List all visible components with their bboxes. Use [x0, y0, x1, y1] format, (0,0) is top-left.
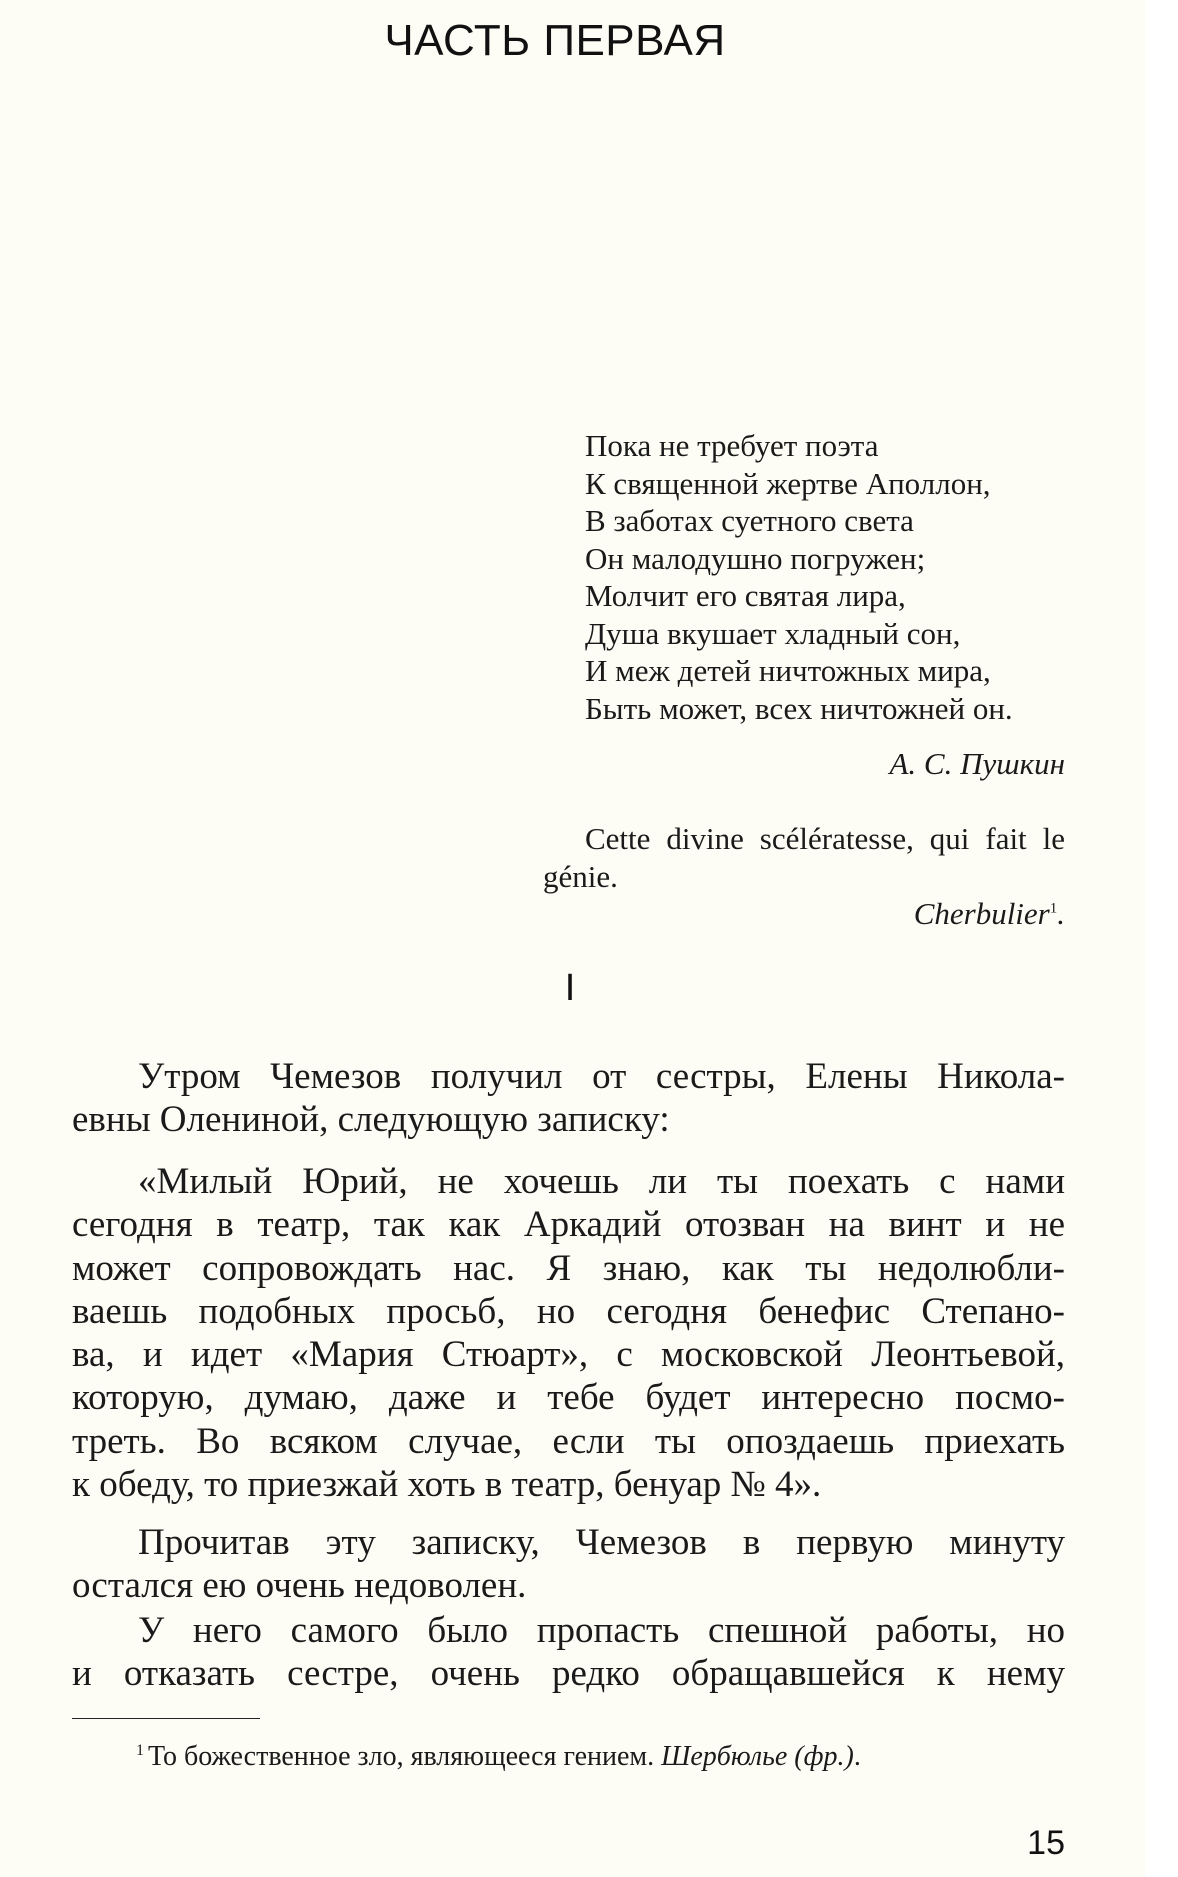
epigraph-french-author-name: Cherbulier [913, 896, 1050, 931]
epigraph-poem [585, 427, 1065, 727]
paragraph-line: остался ею очень недоволен. [72, 1565, 527, 1607]
paragraph-2 [72, 1160, 1065, 1506]
paragraph-line: может сопровождать нас. Я знаю, как ты недолюбли- [72, 1247, 1065, 1289]
poem-line: Молчит его святая лира, [585, 578, 906, 613]
paragraph-line: Утром Чемезов получил от сестры, Елены Никола- [138, 1056, 1065, 1097]
footnote-text: То божественное зло, являющееся гением. [148, 1741, 655, 1772]
chapter-number: I [564, 967, 576, 1009]
paragraph-line: У него самого было пропасть спешной работы, но [138, 1610, 1065, 1651]
footnote-trailing: . [853, 1741, 861, 1772]
part-title: ЧАСТЬ ПЕРВАЯ [384, 16, 726, 65]
poem-line: Душа вкушает хладный сон, [585, 615, 961, 651]
paragraph-1 [72, 1055, 1065, 1142]
page-number: 15 [1027, 1824, 1065, 1862]
poem-line: И меж детей ничтожных мира, [585, 653, 991, 688]
footnote-mark: 1 [136, 1741, 144, 1759]
paragraph-3 [72, 1521, 1065, 1608]
paragraph-line: и отказать сестре, очень редко обращавшейся к нему [72, 1653, 1065, 1695]
footnote-divider [72, 1718, 260, 1719]
paragraph-line: Прочитав эту записку, Чемезов в первую минуту [138, 1522, 1065, 1563]
epigraph-french-text: Cette divine scélératesse, qui fait le génie. [543, 821, 1065, 894]
poem-line: Он малодушно погружен; [585, 540, 926, 576]
poem-line: Пока не требует поэта [585, 428, 879, 463]
epigraph-french-author [585, 895, 1065, 932]
epigraph-poem-author: А. С. Пушкин [889, 746, 1065, 781]
footnote-source: Шербюлье (фр.) [661, 1741, 854, 1772]
poem-line: Быть может, всех ничтожней он. [585, 690, 1013, 726]
paragraph-line: к обеду, то приезжай хоть в театр, бенуар № 4». [72, 1464, 822, 1506]
paragraph-line: которую, думаю, даже и тебе будет интересно посмо- [72, 1377, 1065, 1419]
footnote-reference[interactable]: 1 [1049, 900, 1058, 917]
poem-line: В заботах суетного света [585, 503, 914, 538]
paragraph-line: треть. Во всяком случае, если ты опоздаешь приехать [72, 1420, 1065, 1462]
epigraph-french-author-trailing: . [1057, 896, 1065, 931]
paragraph-line: ваешь подобных просьб, но сегодня бенефис Степано- [72, 1290, 1065, 1332]
paragraph-line: «Милый Юрий, не хочешь ли ты поехать с нами [138, 1161, 1065, 1202]
paragraph-line: сегодня в театр, так как Аркадий отозван на винт и не [72, 1204, 1065, 1246]
footnote [72, 1740, 1065, 1774]
paragraph-4 [72, 1609, 1065, 1696]
poem-line: К священной жертве Аполлон, [585, 465, 991, 501]
paragraph-line: ва, и идет «Мария Стюарт», с московской Леонтьевой, [72, 1334, 1065, 1376]
paragraph-line: евны Олениной, следующую записку: [72, 1099, 670, 1141]
